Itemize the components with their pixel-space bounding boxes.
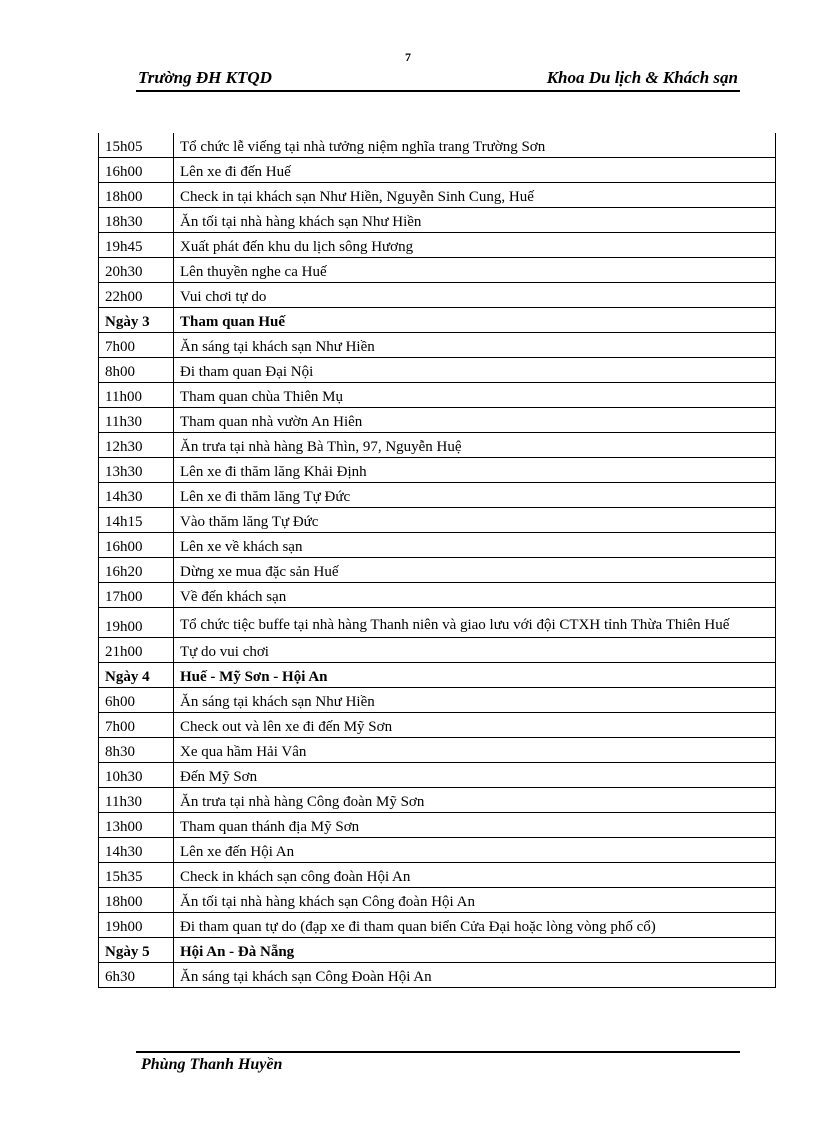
activity-cell: Tự do vui chơi (174, 638, 776, 663)
table-row (99, 713, 776, 738)
table-row (99, 838, 776, 863)
time-cell: 11h30 (99, 788, 174, 813)
time-cell: 7h00 (99, 333, 174, 358)
table-row (99, 963, 776, 988)
header-university: Trường ĐH KTQD (138, 68, 272, 87)
table-row (99, 333, 776, 358)
day-header-row (99, 308, 776, 333)
table-row (99, 158, 776, 183)
time-cell: 18h00 (99, 888, 174, 913)
activity-cell: Tham quan thánh địa Mỹ Sơn (174, 813, 776, 838)
table-row (99, 533, 776, 558)
time-cell: 10h30 (99, 763, 174, 788)
time-cell: 6h00 (99, 688, 174, 713)
activity-cell: Xuất phát đến khu du lịch sông Hương (174, 233, 776, 258)
activity-cell: Về đến khách sạn (174, 583, 776, 608)
page-number: 7 (405, 50, 411, 64)
table-row (99, 183, 776, 208)
table-row (99, 738, 776, 763)
time-cell: 15h35 (99, 863, 174, 888)
time-cell: 17h00 (99, 583, 174, 608)
time-cell: 11h00 (99, 383, 174, 408)
time-cell: 14h15 (99, 508, 174, 533)
activity-cell: Đi tham quan tự do (đạp xe đi tham quan biển Cửa Đại hoặc lòng vòng phố cổ) (174, 913, 776, 938)
activity-cell: Lên xe đi thăm lăng Khải Định (174, 458, 776, 483)
table-row (99, 813, 776, 838)
time-cell: 14h30 (99, 838, 174, 863)
activity-cell: Xe qua hầm Hải Vân (174, 738, 776, 763)
table-row (99, 688, 776, 713)
activity-cell: Lên xe về khách sạn (174, 533, 776, 558)
table-row (99, 208, 776, 233)
day-title: Tham quan Huế (174, 308, 776, 333)
table-row (99, 508, 776, 533)
activity-cell: Tổ chức lễ viếng tại nhà tưởng niệm nghĩa trang Trường Sơn (174, 133, 776, 158)
time-cell: 7h00 (99, 713, 174, 738)
table-row (99, 763, 776, 788)
time-cell: 19h00 (99, 608, 174, 638)
time-cell: 11h30 (99, 408, 174, 433)
time-cell: 19h45 (99, 233, 174, 258)
day-title: Hội An - Đà Nẵng (174, 938, 776, 963)
table-row (99, 258, 776, 283)
table-row (99, 433, 776, 458)
day-title: Huế - Mỹ Sơn - Hội An (174, 663, 776, 688)
activity-cell: Tham quan chùa Thiên Mụ (174, 383, 776, 408)
time-cell: 13h30 (99, 458, 174, 483)
activity-cell: Lên xe đến Hội An (174, 838, 776, 863)
table-row (99, 283, 776, 308)
time-cell: 16h20 (99, 558, 174, 583)
footer-divider (136, 1051, 740, 1053)
activity-cell: Ăn sáng tại khách sạn Như Hiền (174, 333, 776, 358)
table-row (99, 558, 776, 583)
activity-cell: Check out và lên xe đi đến Mỹ Sơn (174, 713, 776, 738)
activity-cell: Ăn sáng tại khách sạn Công Đoàn Hội An (174, 963, 776, 988)
page-header (136, 68, 740, 92)
table-row (99, 583, 776, 608)
time-cell: 8h00 (99, 358, 174, 383)
table-row (99, 863, 776, 888)
table-row (99, 638, 776, 663)
day-label: Ngày 3 (99, 308, 174, 333)
time-cell: 12h30 (99, 433, 174, 458)
day-header-row (99, 938, 776, 963)
table-row (99, 458, 776, 483)
activity-cell: Đi tham quan Đại Nội (174, 358, 776, 383)
activity-cell: Lên xe đi đến Huế (174, 158, 776, 183)
time-cell: 13h00 (99, 813, 174, 838)
activity-cell: Vào thăm lăng Tự Đức (174, 508, 776, 533)
time-cell: 6h30 (99, 963, 174, 988)
time-cell: 19h00 (99, 913, 174, 938)
footer-author: Phùng Thanh Huyền (141, 1056, 283, 1073)
table-row (99, 888, 776, 913)
time-cell: 16h00 (99, 158, 174, 183)
time-cell: 21h00 (99, 638, 174, 663)
time-cell: 14h30 (99, 483, 174, 508)
activity-cell: Lên xe đi thăm lăng Tự Đức (174, 483, 776, 508)
activity-cell: Vui chơi tự do (174, 283, 776, 308)
activity-cell: Dừng xe mua đặc sản Huế (174, 558, 776, 583)
table-row (99, 383, 776, 408)
activity-cell: Tham quan nhà vườn An Hiên (174, 408, 776, 433)
table-row (99, 133, 776, 158)
time-cell: 22h00 (99, 283, 174, 308)
time-cell: 20h30 (99, 258, 174, 283)
table-row (99, 408, 776, 433)
table-row (99, 913, 776, 938)
day-label: Ngày 4 (99, 663, 174, 688)
table-row (99, 788, 776, 813)
table-row (99, 233, 776, 258)
time-cell: 16h00 (99, 533, 174, 558)
table-row (99, 483, 776, 508)
day-header-row (99, 663, 776, 688)
time-cell: 8h30 (99, 738, 174, 763)
time-cell: 18h00 (99, 183, 174, 208)
activity-cell: Ăn trưa tại nhà hàng Công đoàn Mỹ Sơn (174, 788, 776, 813)
activity-cell: Lên thuyền nghe ca Huế (174, 258, 776, 283)
table-row (99, 358, 776, 383)
activity-cell: Ăn trưa tại nhà hàng Bà Thìn, 97, Nguyễn Huệ (174, 433, 776, 458)
activity-cell: Ăn sáng tại khách sạn Như Hiền (174, 688, 776, 713)
activity-cell: Check in tại khách sạn Như Hiền, Nguyễn Sinh Cung, Huế (174, 183, 776, 208)
day-label: Ngày 5 (99, 938, 174, 963)
activity-cell: Check in khách sạn công đoàn Hội An (174, 863, 776, 888)
activity-cell: Đến Mỹ Sơn (174, 763, 776, 788)
itinerary-table (98, 133, 776, 988)
activity-cell: Ăn tối tại nhà hàng khách sạn Công đoàn Hội An (174, 888, 776, 913)
time-cell: 18h30 (99, 208, 174, 233)
table-row (99, 608, 776, 638)
activity-cell: Tổ chức tiệc buffe tại nhà hàng Thanh niên và giao lưu với đội CTXH tỉnh Thừa Thiên Huế (174, 608, 776, 638)
time-cell: 15h05 (99, 133, 174, 158)
activity-cell: Ăn tối tại nhà hàng khách sạn Như Hiền (174, 208, 776, 233)
header-faculty: Khoa Du lịch & Khách sạn (546, 68, 738, 87)
